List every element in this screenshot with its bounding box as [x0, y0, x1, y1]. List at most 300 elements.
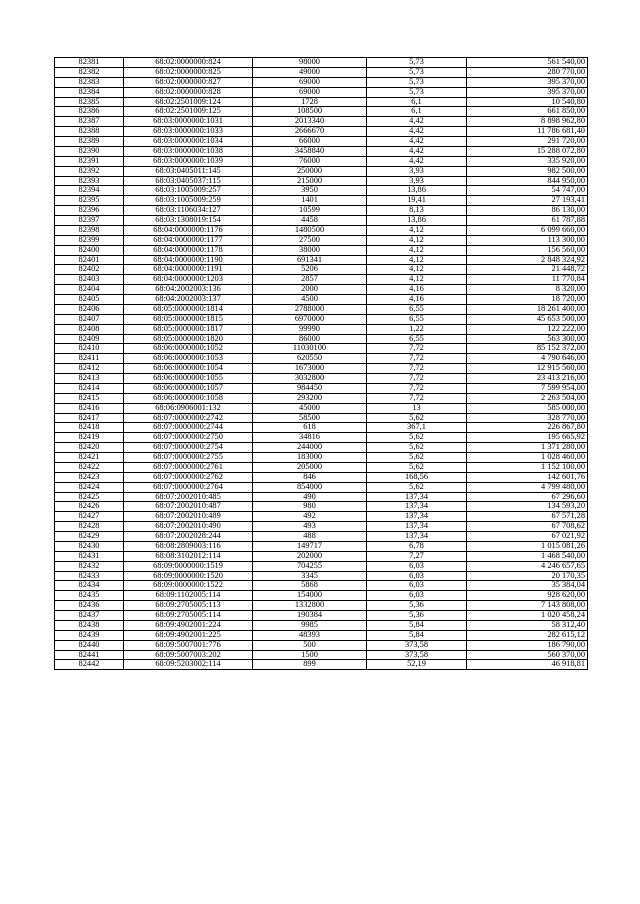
- value-cell: 335 920,00: [467, 156, 588, 166]
- value-cell: 11 770,84: [467, 275, 588, 285]
- table-row: [55, 462, 588, 472]
- area-cell: 1332800: [253, 601, 367, 611]
- row-number-cell: 82396: [55, 206, 124, 216]
- table-row: [55, 176, 588, 186]
- table-row: [55, 255, 588, 265]
- table-row: [55, 87, 588, 97]
- value-cell: 54 747,00: [467, 186, 588, 196]
- cadastral-number-cell: 68:03:1005009:259: [124, 196, 253, 206]
- table-row: [55, 591, 588, 601]
- cadastral-number-cell: 68:03:0000000:1038: [124, 146, 253, 156]
- area-cell: 27500: [253, 235, 367, 245]
- row-number-cell: 82394: [55, 186, 124, 196]
- cadastral-number-cell: 68:07:0000000:2755: [124, 453, 253, 463]
- rate-cell: 52,19: [367, 660, 467, 670]
- rate-cell: 7,72: [367, 354, 467, 364]
- data-table: [54, 57, 588, 670]
- value-cell: 561 540,00: [467, 58, 588, 68]
- table-row: [55, 571, 588, 581]
- row-number-cell: 82403: [55, 275, 124, 285]
- row-number-cell: 82407: [55, 314, 124, 324]
- rate-cell: 6,03: [367, 571, 467, 581]
- cadastral-number-cell: 68:05:0000000:1814: [124, 304, 253, 314]
- cadastral-number-cell: 68:09:0000000:1519: [124, 561, 253, 571]
- area-cell: 108500: [253, 107, 367, 117]
- table-row: [55, 304, 588, 314]
- rate-cell: 7,72: [367, 393, 467, 403]
- area-cell: 3345: [253, 571, 367, 581]
- value-cell: 291 720,00: [467, 137, 588, 147]
- row-number-cell: 82384: [55, 87, 124, 97]
- cadastral-number-cell: 68:04:0000000:1203: [124, 275, 253, 285]
- row-number-cell: 82440: [55, 640, 124, 650]
- area-cell: 149717: [253, 541, 367, 551]
- rate-cell: 6,1: [367, 97, 467, 107]
- cadastral-number-cell: 68:03:0405011:145: [124, 166, 253, 176]
- rate-cell: 3,93: [367, 166, 467, 176]
- row-number-cell: 82386: [55, 107, 124, 117]
- row-number-cell: 82429: [55, 532, 124, 542]
- value-cell: 21 448,72: [467, 265, 588, 275]
- value-cell: 10 540,80: [467, 97, 588, 107]
- row-number-cell: 82402: [55, 265, 124, 275]
- value-cell: 86 130,00: [467, 206, 588, 216]
- cadastral-number-cell: 68:07:0000000:2764: [124, 482, 253, 492]
- cadastral-number-cell: 68:09:0000000:1522: [124, 581, 253, 591]
- rate-cell: 7,72: [367, 364, 467, 374]
- value-cell: 1 028 460,00: [467, 453, 588, 463]
- table-row: [55, 443, 588, 453]
- area-cell: 244000: [253, 443, 367, 453]
- row-number-cell: 82418: [55, 423, 124, 433]
- cadastral-number-cell: 68:09:2705005:113: [124, 601, 253, 611]
- table-row: [55, 77, 588, 87]
- rate-cell: 6,03: [367, 561, 467, 571]
- area-cell: 215000: [253, 176, 367, 186]
- table-row: [55, 364, 588, 374]
- table-body: [55, 58, 588, 670]
- table-row: [55, 334, 588, 344]
- cadastral-number-cell: 68:02:0000000:827: [124, 77, 253, 87]
- value-cell: 560 370,00: [467, 650, 588, 660]
- value-cell: 12 915 560,00: [467, 364, 588, 374]
- cadastral-number-cell: 68:08:3102012:114: [124, 551, 253, 561]
- table-row: [55, 67, 588, 77]
- value-cell: 8 320,00: [467, 285, 588, 295]
- rate-cell: 7,72: [367, 374, 467, 384]
- area-cell: 1480500: [253, 225, 367, 235]
- area-cell: 846: [253, 472, 367, 482]
- area-cell: 618: [253, 423, 367, 433]
- value-cell: 395 370,00: [467, 77, 588, 87]
- cadastral-number-cell: 68:06:0000000:1057: [124, 383, 253, 393]
- area-cell: 2000: [253, 285, 367, 295]
- area-cell: 45000: [253, 403, 367, 413]
- cadastral-number-cell: 68:07:0000000:2754: [124, 443, 253, 453]
- cadastral-number-cell: 68:04:2002003:136: [124, 285, 253, 295]
- cadastral-number-cell: 68:08:2809003:116: [124, 541, 253, 551]
- table-row: [55, 166, 588, 176]
- cadastral-number-cell: 68:03:0405037:115: [124, 176, 253, 186]
- value-cell: 6 099 660,00: [467, 225, 588, 235]
- area-cell: 69000: [253, 77, 367, 87]
- area-cell: 1401: [253, 196, 367, 206]
- value-cell: 134 593,20: [467, 502, 588, 512]
- value-cell: 1 371 280,00: [467, 443, 588, 453]
- rate-cell: 19,41: [367, 196, 467, 206]
- table-row: [55, 196, 588, 206]
- table-row: [55, 472, 588, 482]
- row-number-cell: 82419: [55, 433, 124, 443]
- table-row: [55, 137, 588, 147]
- rate-cell: 168,56: [367, 472, 467, 482]
- rate-cell: 5,73: [367, 87, 467, 97]
- area-cell: 293200: [253, 393, 367, 403]
- rate-cell: 137,34: [367, 502, 467, 512]
- rate-cell: 367,1: [367, 423, 467, 433]
- rate-cell: 4,42: [367, 156, 467, 166]
- cadastral-number-cell: 68:04:0000000:1190: [124, 255, 253, 265]
- cadastral-number-cell: 68:09:4902001:225: [124, 630, 253, 640]
- row-number-cell: 82392: [55, 166, 124, 176]
- rate-cell: 5,62: [367, 433, 467, 443]
- value-cell: 280 770,00: [467, 67, 588, 77]
- rate-cell: 137,34: [367, 522, 467, 532]
- rate-cell: 5,36: [367, 611, 467, 621]
- cadastral-number-cell: 68:09:5007003:202: [124, 650, 253, 660]
- area-cell: 704255: [253, 561, 367, 571]
- cadastral-number-cell: 68:05:0000000:1817: [124, 324, 253, 334]
- row-number-cell: 82391: [55, 156, 124, 166]
- table-row: [55, 275, 588, 285]
- table-row: [55, 403, 588, 413]
- value-cell: 67 571,28: [467, 512, 588, 522]
- table-row: [55, 285, 588, 295]
- cadastral-number-cell: 68:06:0000000:1053: [124, 354, 253, 364]
- table-row: [55, 532, 588, 542]
- table-row: [55, 383, 588, 393]
- area-cell: 3950: [253, 186, 367, 196]
- rate-cell: 4,12: [367, 245, 467, 255]
- value-cell: 2 848 324,92: [467, 255, 588, 265]
- rate-cell: 5,73: [367, 58, 467, 68]
- cadastral-number-cell: 68:07:2002010:485: [124, 492, 253, 502]
- row-number-cell: 82411: [55, 354, 124, 364]
- rate-cell: 5,62: [367, 462, 467, 472]
- rate-cell: 137,34: [367, 492, 467, 502]
- value-cell: 142 601,76: [467, 472, 588, 482]
- rate-cell: 4,42: [367, 127, 467, 137]
- table-row: [55, 344, 588, 354]
- row-number-cell: 82432: [55, 561, 124, 571]
- area-cell: 5868: [253, 581, 367, 591]
- rate-cell: 5,84: [367, 630, 467, 640]
- rate-cell: 4,12: [367, 255, 467, 265]
- table-row: [55, 374, 588, 384]
- value-cell: 61 787,88: [467, 216, 588, 226]
- table-row: [55, 551, 588, 561]
- cadastral-number-cell: 68:06:0000000:1058: [124, 393, 253, 403]
- area-cell: 9985: [253, 620, 367, 630]
- row-number-cell: 82401: [55, 255, 124, 265]
- value-cell: 20 170,35: [467, 571, 588, 581]
- value-cell: 11 786 681,40: [467, 127, 588, 137]
- row-number-cell: 82409: [55, 334, 124, 344]
- cadastral-number-cell: 68:04:0000000:1191: [124, 265, 253, 275]
- area-cell: 205000: [253, 462, 367, 472]
- table-row: [55, 650, 588, 660]
- area-cell: 691341: [253, 255, 367, 265]
- value-cell: 122 222,00: [467, 324, 588, 334]
- row-number-cell: 82381: [55, 58, 124, 68]
- row-number-cell: 82410: [55, 344, 124, 354]
- row-number-cell: 82398: [55, 225, 124, 235]
- table-row: [55, 354, 588, 364]
- row-number-cell: 82390: [55, 146, 124, 156]
- area-cell: 154000: [253, 591, 367, 601]
- rate-cell: 373,58: [367, 650, 467, 660]
- area-cell: 3032800: [253, 374, 367, 384]
- area-cell: 3458840: [253, 146, 367, 156]
- area-cell: 11030100: [253, 344, 367, 354]
- cadastral-number-cell: 68:09:4902001:224: [124, 620, 253, 630]
- table-row: [55, 186, 588, 196]
- rate-cell: 4,12: [367, 235, 467, 245]
- rate-cell: 5,36: [367, 601, 467, 611]
- rate-cell: 5,73: [367, 67, 467, 77]
- rate-cell: 1,22: [367, 324, 467, 334]
- cadastral-number-cell: 68:09:5203002:114: [124, 660, 253, 670]
- row-number-cell: 82435: [55, 591, 124, 601]
- row-number-cell: 82436: [55, 601, 124, 611]
- area-cell: 980: [253, 502, 367, 512]
- rate-cell: 6,03: [367, 591, 467, 601]
- row-number-cell: 82431: [55, 551, 124, 561]
- rate-cell: 6,55: [367, 314, 467, 324]
- rate-cell: 4,12: [367, 265, 467, 275]
- row-number-cell: 82434: [55, 581, 124, 591]
- rate-cell: 8,13: [367, 206, 467, 216]
- row-number-cell: 82406: [55, 304, 124, 314]
- row-number-cell: 82423: [55, 472, 124, 482]
- value-cell: 8 898 962,80: [467, 117, 588, 127]
- cadastral-number-cell: 68:03:0000000:1039: [124, 156, 253, 166]
- rate-cell: 4,42: [367, 146, 467, 156]
- cadastral-number-cell: 68:03:0000000:1031: [124, 117, 253, 127]
- table-row: [55, 660, 588, 670]
- row-number-cell: 82416: [55, 403, 124, 413]
- table-row: [55, 601, 588, 611]
- row-number-cell: 82425: [55, 492, 124, 502]
- row-number-cell: 82385: [55, 97, 124, 107]
- value-cell: 27 193,41: [467, 196, 588, 206]
- row-number-cell: 82404: [55, 285, 124, 295]
- area-cell: 98000: [253, 58, 367, 68]
- row-number-cell: 82427: [55, 512, 124, 522]
- value-cell: 195 665,92: [467, 433, 588, 443]
- rate-cell: 373,58: [367, 640, 467, 650]
- table-row: [55, 630, 588, 640]
- data-sheet: [54, 57, 587, 670]
- row-number-cell: 82387: [55, 117, 124, 127]
- area-cell: 69000: [253, 87, 367, 97]
- value-cell: 563 300,00: [467, 334, 588, 344]
- row-number-cell: 82439: [55, 630, 124, 640]
- value-cell: 1 152 100,00: [467, 462, 588, 472]
- cadastral-number-cell: 68:07:2002010:489: [124, 512, 253, 522]
- area-cell: 6970000: [253, 314, 367, 324]
- value-cell: 45 653 500,00: [467, 314, 588, 324]
- value-cell: 4 799 480,00: [467, 482, 588, 492]
- row-number-cell: 82426: [55, 502, 124, 512]
- table-row: [55, 97, 588, 107]
- area-cell: 49000: [253, 67, 367, 77]
- cadastral-number-cell: 68:07:2002028:244: [124, 532, 253, 542]
- table-row: [55, 245, 588, 255]
- cadastral-number-cell: 68:07:0000000:2742: [124, 413, 253, 423]
- rate-cell: 13,86: [367, 216, 467, 226]
- rate-cell: 4,42: [367, 117, 467, 127]
- table-row: [55, 206, 588, 216]
- cadastral-number-cell: 68:02:2501009:124: [124, 97, 253, 107]
- cadastral-number-cell: 68:05:0000000:1815: [124, 314, 253, 324]
- cadastral-number-cell: 68:07:0000000:2750: [124, 433, 253, 443]
- table-row: [55, 107, 588, 117]
- table-row: [55, 324, 588, 334]
- rate-cell: 7,72: [367, 383, 467, 393]
- cadastral-number-cell: 68:09:1102005:114: [124, 591, 253, 601]
- area-cell: 2788000: [253, 304, 367, 314]
- value-cell: 67 708,62: [467, 522, 588, 532]
- area-cell: 1728: [253, 97, 367, 107]
- area-cell: 183000: [253, 453, 367, 463]
- area-cell: 2857: [253, 275, 367, 285]
- row-number-cell: 82433: [55, 571, 124, 581]
- value-cell: 982 500,00: [467, 166, 588, 176]
- value-cell: 85 152 372,00: [467, 344, 588, 354]
- rate-cell: 13: [367, 403, 467, 413]
- value-cell: 23 413 216,00: [467, 374, 588, 384]
- row-number-cell: 82382: [55, 67, 124, 77]
- table-row: [55, 561, 588, 571]
- table-row: [55, 235, 588, 245]
- row-number-cell: 82389: [55, 137, 124, 147]
- row-number-cell: 82422: [55, 462, 124, 472]
- row-number-cell: 82408: [55, 324, 124, 334]
- cadastral-number-cell: 68:03:1106034:127: [124, 206, 253, 216]
- value-cell: 4 790 646,00: [467, 354, 588, 364]
- area-cell: 202000: [253, 551, 367, 561]
- area-cell: 492: [253, 512, 367, 522]
- area-cell: 5206: [253, 265, 367, 275]
- row-number-cell: 82424: [55, 482, 124, 492]
- area-cell: 488: [253, 532, 367, 542]
- cadastral-number-cell: 68:07:2002010:487: [124, 502, 253, 512]
- value-cell: 1 468 540,00: [467, 551, 588, 561]
- cadastral-number-cell: 68:03:0000000:1033: [124, 127, 253, 137]
- cadastral-number-cell: 68:03:1308019:154: [124, 216, 253, 226]
- row-number-cell: 82414: [55, 383, 124, 393]
- value-cell: 661 850,00: [467, 107, 588, 117]
- area-cell: 250000: [253, 166, 367, 176]
- area-cell: 76000: [253, 156, 367, 166]
- rate-cell: 3,93: [367, 176, 467, 186]
- rate-cell: 137,34: [367, 512, 467, 522]
- value-cell: 226 867,80: [467, 423, 588, 433]
- value-cell: 844 950,00: [467, 176, 588, 186]
- table-row: [55, 423, 588, 433]
- row-number-cell: 82442: [55, 660, 124, 670]
- area-cell: 1500: [253, 650, 367, 660]
- value-cell: 585 000,00: [467, 403, 588, 413]
- value-cell: 4 246 657,65: [467, 561, 588, 571]
- area-cell: 4500: [253, 295, 367, 305]
- rate-cell: 6,78: [367, 541, 467, 551]
- value-cell: 15 288 072,80: [467, 146, 588, 156]
- row-number-cell: 82441: [55, 650, 124, 660]
- rate-cell: 5,62: [367, 482, 467, 492]
- row-number-cell: 82420: [55, 443, 124, 453]
- table-row: [55, 522, 588, 532]
- cadastral-number-cell: 68:07:2002010:490: [124, 522, 253, 532]
- table-row: [55, 393, 588, 403]
- rate-cell: 4,42: [367, 137, 467, 147]
- table-row: [55, 216, 588, 226]
- value-cell: 67 296,60: [467, 492, 588, 502]
- value-cell: 928 620,00: [467, 591, 588, 601]
- value-cell: 113 300,00: [467, 235, 588, 245]
- rate-cell: 4,12: [367, 275, 467, 285]
- table-row: [55, 265, 588, 275]
- value-cell: 18 720,00: [467, 295, 588, 305]
- row-number-cell: 82395: [55, 196, 124, 206]
- cadastral-number-cell: 68:09:2705005:114: [124, 611, 253, 621]
- rate-cell: 13,86: [367, 186, 467, 196]
- rate-cell: 4,16: [367, 295, 467, 305]
- cadastral-number-cell: 68:06:0000000:1054: [124, 364, 253, 374]
- area-cell: 899: [253, 660, 367, 670]
- value-cell: 186 790,00: [467, 640, 588, 650]
- cadastral-number-cell: 68:07:0000000:2761: [124, 462, 253, 472]
- value-cell: 67 021,92: [467, 532, 588, 542]
- area-cell: 34816: [253, 433, 367, 443]
- cadastral-number-cell: 68:09:5007001:776: [124, 640, 253, 650]
- row-number-cell: 82400: [55, 245, 124, 255]
- row-number-cell: 82388: [55, 127, 124, 137]
- rate-cell: 6,03: [367, 581, 467, 591]
- row-number-cell: 82412: [55, 364, 124, 374]
- cadastral-number-cell: 68:09:0000000:1520: [124, 571, 253, 581]
- rate-cell: 4,12: [367, 225, 467, 235]
- cadastral-number-cell: 68:04:2002003:137: [124, 295, 253, 305]
- rate-cell: 5,84: [367, 620, 467, 630]
- value-cell: 35 384,04: [467, 581, 588, 591]
- area-cell: 66000: [253, 137, 367, 147]
- row-number-cell: 82438: [55, 620, 124, 630]
- cadastral-number-cell: 68:07:0000000:2762: [124, 472, 253, 482]
- rate-cell: 7,27: [367, 551, 467, 561]
- table-row: [55, 502, 588, 512]
- value-cell: 2 263 504,00: [467, 393, 588, 403]
- table-row: [55, 146, 588, 156]
- area-cell: 2666670: [253, 127, 367, 137]
- cadastral-number-cell: 68:03:0000000:1034: [124, 137, 253, 147]
- row-number-cell: 82393: [55, 176, 124, 186]
- rate-cell: 137,34: [367, 532, 467, 542]
- cadastral-number-cell: 68:06:0906001:132: [124, 403, 253, 413]
- table-row: [55, 117, 588, 127]
- table-row: [55, 58, 588, 68]
